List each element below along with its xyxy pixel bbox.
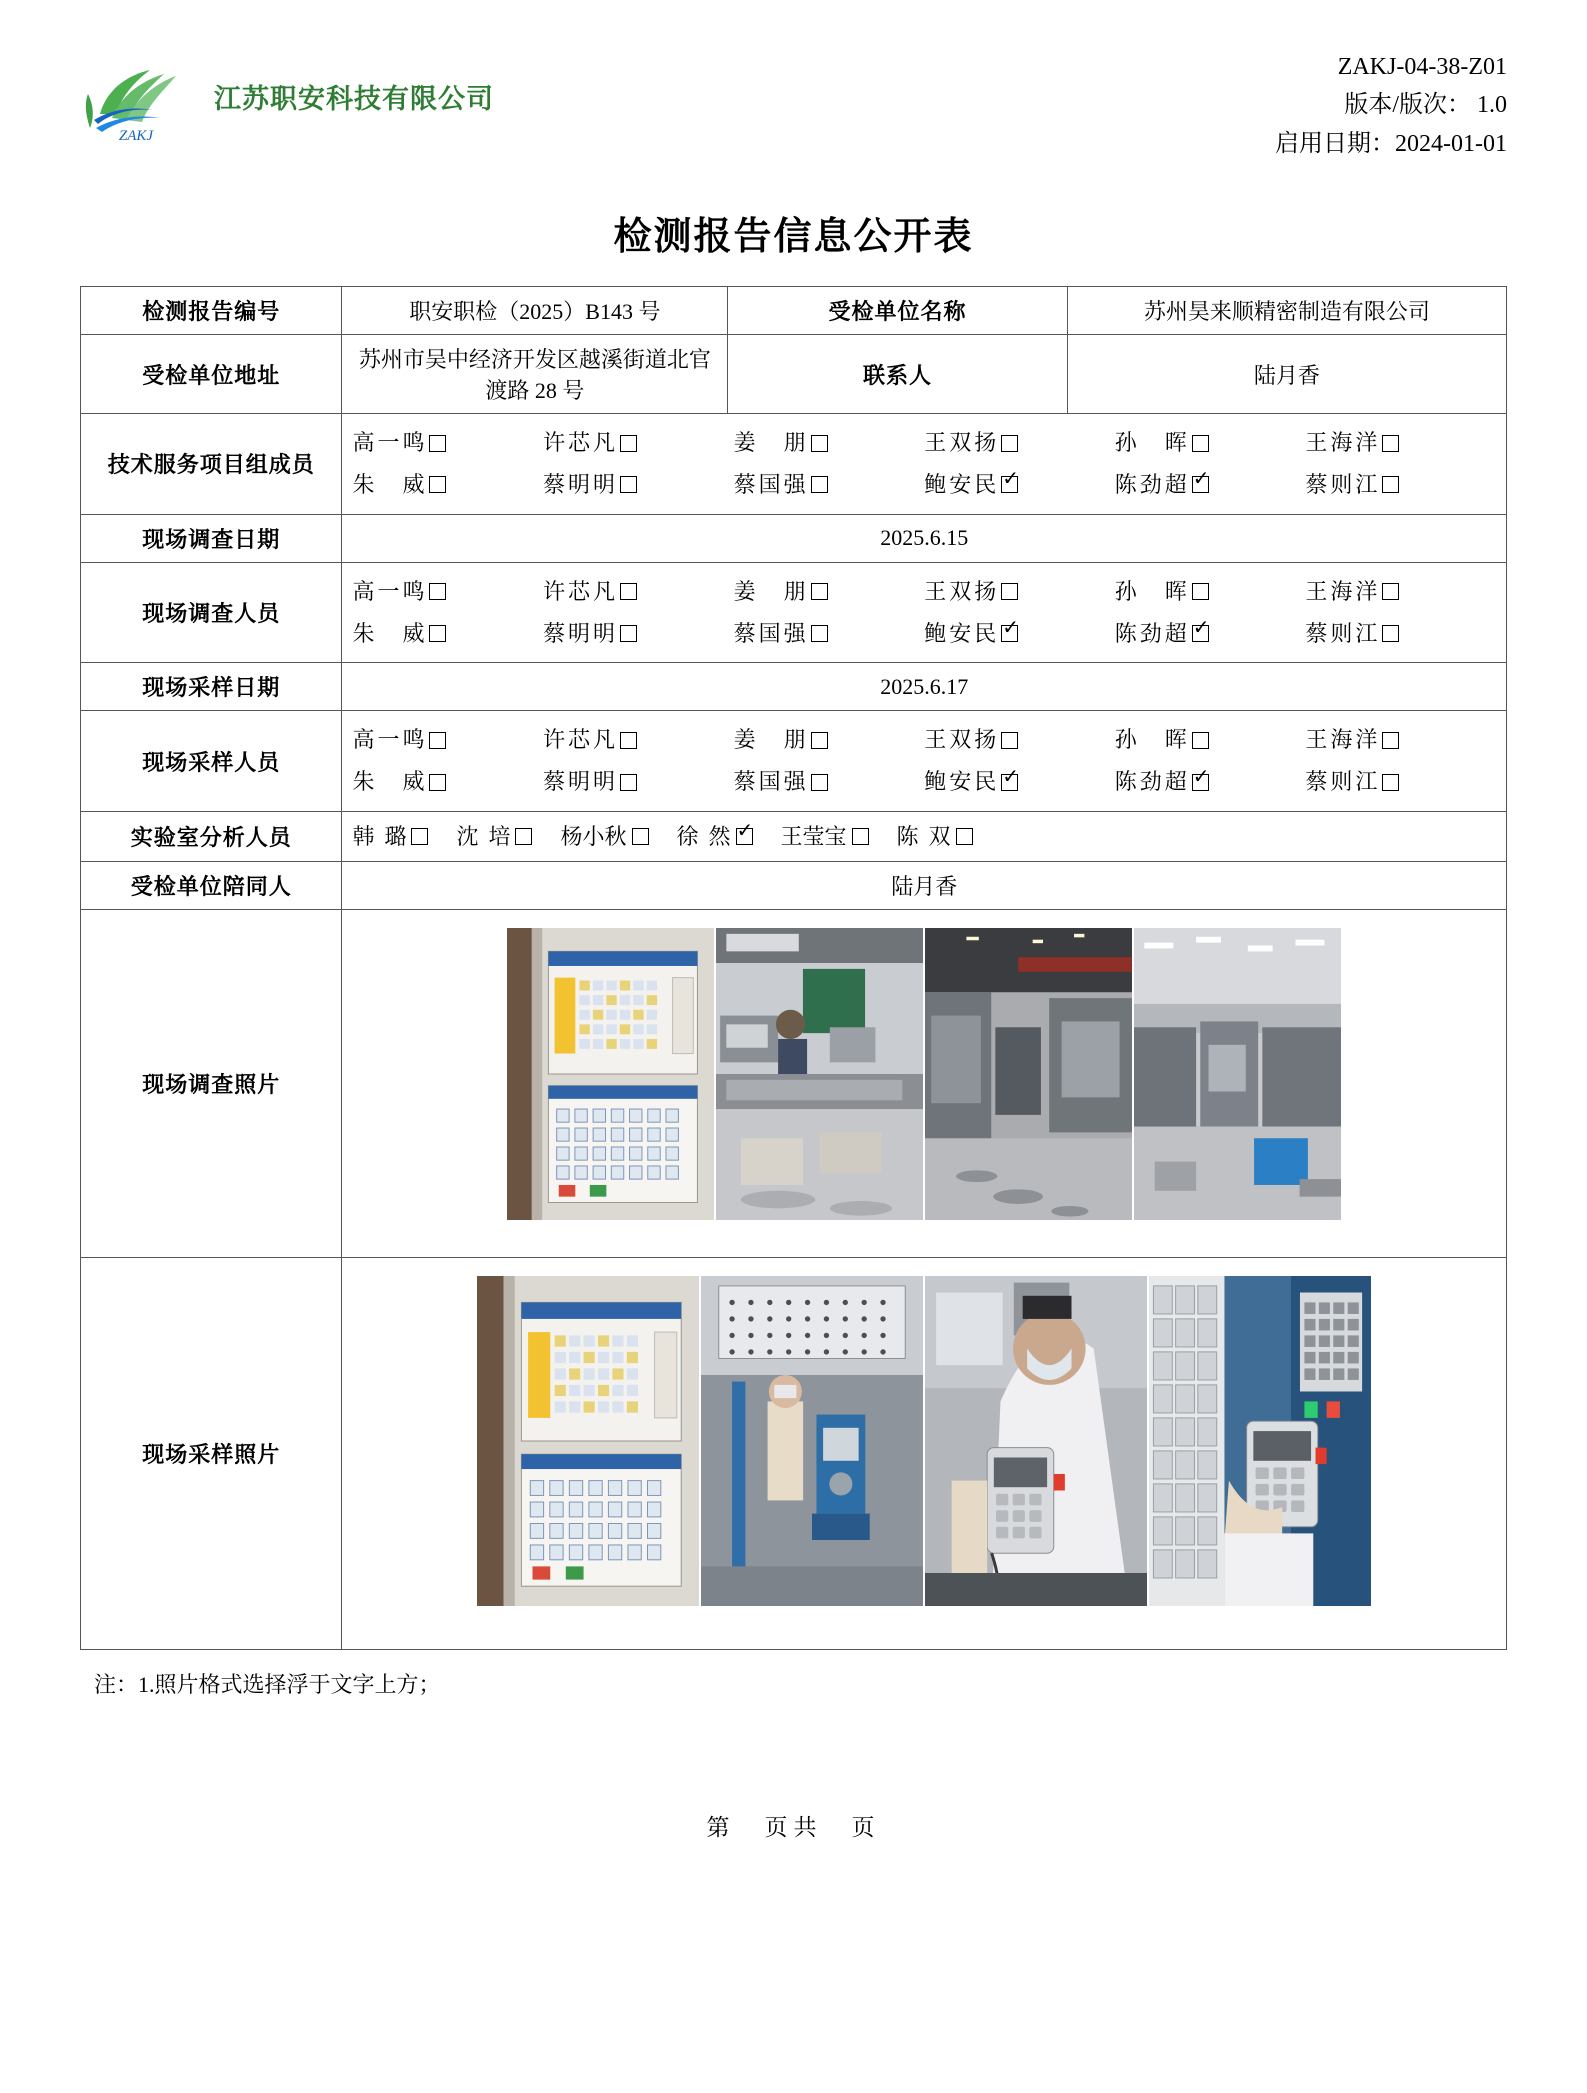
checkbox-icon[interactable]	[515, 828, 532, 845]
person-checkbox-item[interactable]	[677, 820, 753, 853]
value-survey-date: 2025.6.15	[342, 514, 1507, 562]
label-report-no: 检测报告编号	[81, 287, 342, 335]
checkbox-checked-icon[interactable]	[1192, 476, 1209, 493]
person-checkbox-item[interactable]	[1305, 571, 1496, 613]
person-name: 蔡明明	[543, 769, 616, 795]
label-survey-photos: 现场调查照片	[81, 909, 342, 1257]
label-sample-date: 现场采样日期	[81, 663, 342, 711]
table-row-survey-people	[81, 562, 1507, 663]
footnote: 注：1.照片格式选择浮于文字上方；	[94, 1671, 441, 1697]
checkbox-icon[interactable]	[811, 774, 828, 791]
person-checkbox-item[interactable]	[924, 422, 1115, 464]
person-name: 许芯凡	[543, 578, 616, 604]
person-checkbox-item[interactable]	[1115, 571, 1306, 613]
person-checkbox-item[interactable]	[734, 571, 925, 613]
person-checkbox-item[interactable]	[1115, 719, 1306, 761]
person-checkbox-item[interactable]	[1115, 613, 1306, 655]
person-name: 鲍安民	[924, 769, 997, 795]
person-checkbox-item[interactable]	[352, 761, 543, 803]
person-name: 陈劲超	[1114, 769, 1187, 795]
label-sample-photos: 现场采样照片	[81, 1257, 342, 1649]
photo-thumbnail	[1134, 928, 1341, 1220]
checkbox-icon[interactable]	[1001, 435, 1018, 452]
label-team: 技术服务项目组成员	[81, 414, 342, 515]
person-name: 王海洋	[1305, 578, 1378, 604]
person-checkbox-item[interactable]	[924, 613, 1115, 655]
person-name: 蔡国强	[733, 471, 806, 497]
checkbox-checked-icon[interactable]	[1001, 476, 1018, 493]
checkbox-icon[interactable]	[1382, 476, 1399, 493]
doc-effective-date: 启用日期：2024-01-01	[1275, 130, 1507, 157]
brand-block	[80, 48, 494, 144]
value-team	[342, 414, 1507, 515]
person-name: 姜 朋	[733, 727, 806, 753]
person-name: 王海洋	[1305, 727, 1378, 753]
checkbox-icon[interactable]	[1001, 732, 1018, 749]
person-checkbox-item[interactable]	[1305, 464, 1496, 506]
person-name: 王双扬	[924, 727, 997, 753]
doc-version: 版本/版次： 1.0	[1344, 92, 1507, 119]
checkbox-icon[interactable]	[620, 774, 637, 791]
photo-thumbnail	[701, 1276, 923, 1606]
person-checkbox-item[interactable]	[734, 761, 925, 803]
person-checkbox-item[interactable]	[352, 422, 543, 464]
checkbox-icon[interactable]	[956, 828, 973, 845]
photo-thumbnail	[925, 1276, 1147, 1606]
checkbox-icon[interactable]	[1382, 583, 1399, 600]
table-row-sample-photos	[81, 1257, 1507, 1649]
person-checkbox-item[interactable]	[924, 761, 1115, 803]
person-checkbox-item[interactable]	[352, 613, 543, 655]
survey-people-checkbox-group	[352, 571, 1496, 655]
company-name: 江苏职安科技有限公司	[214, 83, 494, 114]
person-checkbox-item[interactable]	[543, 464, 734, 506]
person-name: 陈劲超	[1114, 471, 1187, 497]
value-lab	[342, 811, 1507, 861]
survey-photo-strip	[342, 910, 1506, 1257]
person-checkbox-item[interactable]	[543, 571, 734, 613]
table-row-client-addr	[81, 335, 1507, 414]
person-name: 徐然	[676, 823, 731, 849]
value-sample-photos	[342, 1257, 1507, 1649]
person-name: 姜 朋	[733, 430, 806, 456]
photo-thumbnail	[507, 928, 714, 1220]
value-client-addr: 苏州市吴中经济开发区越溪街道北官渡路 28 号	[342, 335, 728, 414]
checkbox-icon[interactable]	[1192, 435, 1209, 452]
person-checkbox-item[interactable]	[1115, 761, 1306, 803]
table-row-report-no	[81, 287, 1507, 335]
sample-people-checkbox-group	[352, 719, 1496, 803]
checkbox-checked-icon[interactable]	[1001, 625, 1018, 642]
person-checkbox-item[interactable]	[734, 422, 925, 464]
checkbox-icon[interactable]	[429, 435, 446, 452]
person-name: 蔡则江	[1305, 620, 1378, 646]
checkbox-icon[interactable]	[429, 476, 446, 493]
person-name: 蔡国强	[733, 620, 806, 646]
label-escort: 受检单位陪同人	[81, 861, 342, 909]
person-name: 王莹宝	[780, 823, 847, 849]
label-contact: 联系人	[728, 335, 1067, 414]
person-checkbox-item[interactable]	[560, 820, 648, 853]
photo-thumbnail	[925, 928, 1132, 1220]
checkbox-checked-icon[interactable]	[1192, 774, 1209, 791]
person-checkbox-item[interactable]	[543, 719, 734, 761]
page-number: 第 页共 页	[706, 1814, 881, 1840]
checkbox-icon[interactable]	[1001, 583, 1018, 600]
sample-photo-strip	[342, 1258, 1506, 1649]
person-name: 王海洋	[1305, 430, 1378, 456]
person-checkbox-item[interactable]	[543, 761, 734, 803]
value-report-no: 职安职检（2025）B143 号	[342, 287, 728, 335]
value-contact: 陆月香	[1067, 335, 1506, 414]
checkbox-checked-icon[interactable]	[736, 828, 753, 845]
checkbox-icon[interactable]	[811, 625, 828, 642]
checkbox-icon[interactable]	[429, 583, 446, 600]
person-name: 蔡明明	[543, 620, 616, 646]
checkbox-icon[interactable]	[1382, 625, 1399, 642]
report-info-table	[80, 286, 1507, 1650]
person-checkbox-item[interactable]	[352, 571, 543, 613]
person-name: 陈劲超	[1114, 620, 1187, 646]
value-survey-photos	[342, 909, 1507, 1257]
person-checkbox-item[interactable]	[1115, 422, 1306, 464]
checkbox-icon[interactable]	[811, 732, 828, 749]
person-name: 姜 朋	[733, 578, 806, 604]
checkbox-icon[interactable]	[1382, 774, 1399, 791]
label-sample-people: 现场采样人员	[81, 711, 342, 812]
team-checkbox-group	[352, 422, 1496, 506]
person-checkbox-item[interactable]	[734, 464, 925, 506]
checkbox-icon[interactable]	[1192, 732, 1209, 749]
person-name: 杨小秋	[560, 823, 627, 849]
table-row-survey-photos	[81, 909, 1507, 1257]
person-checkbox-item[interactable]	[352, 820, 428, 853]
label-survey-date: 现场调查日期	[81, 514, 342, 562]
person-name: 许芯凡	[543, 727, 616, 753]
person-checkbox-item[interactable]	[352, 464, 543, 506]
table-row-sample-people	[81, 711, 1507, 812]
person-checkbox-item[interactable]	[543, 422, 734, 464]
checkbox-icon[interactable]	[811, 583, 828, 600]
checkbox-icon[interactable]	[429, 774, 446, 791]
photo-thumbnail	[477, 1276, 699, 1606]
table-row-escort	[81, 861, 1507, 909]
photo-thumbnail	[716, 928, 923, 1220]
person-checkbox-item[interactable]	[456, 820, 532, 853]
table-row-team	[81, 414, 1507, 515]
checkbox-checked-icon[interactable]	[1001, 774, 1018, 791]
person-name: 许芯凡	[543, 430, 616, 456]
document-header	[80, 30, 1507, 163]
person-name: 朱 威	[352, 769, 425, 795]
person-name: 韩璐	[352, 823, 407, 849]
person-checkbox-item[interactable]	[924, 571, 1115, 613]
person-name: 朱 威	[352, 620, 425, 646]
person-checkbox-item[interactable]	[1305, 613, 1496, 655]
page-title: 检测报告信息公开表	[613, 216, 974, 259]
checkbox-icon[interactable]	[811, 476, 828, 493]
person-name: 孙 晖	[1114, 727, 1187, 753]
label-client-name: 受检单位名称	[728, 287, 1067, 335]
person-checkbox-item[interactable]	[924, 464, 1115, 506]
person-checkbox-item[interactable]	[1305, 422, 1496, 464]
person-name: 王双扬	[924, 578, 997, 604]
person-name: 鲍安民	[924, 471, 997, 497]
checkbox-icon[interactable]	[811, 435, 828, 452]
checkbox-icon[interactable]	[852, 828, 869, 845]
checkbox-icon[interactable]	[429, 732, 446, 749]
checkbox-icon[interactable]	[620, 583, 637, 600]
value-survey-people	[342, 562, 1507, 663]
checkbox-icon[interactable]	[620, 476, 637, 493]
checkbox-icon[interactable]	[620, 625, 637, 642]
checkbox-icon[interactable]	[1192, 583, 1209, 600]
checkbox-icon[interactable]	[429, 625, 446, 642]
person-name: 高一鸣	[352, 727, 425, 753]
person-name: 高一鸣	[352, 430, 425, 456]
value-client-name: 苏州昊来顺精密制造有限公司	[1067, 287, 1506, 335]
person-name: 蔡则江	[1305, 769, 1378, 795]
person-checkbox-item[interactable]	[1115, 464, 1306, 506]
table-row-survey-date	[81, 514, 1507, 562]
person-checkbox-item[interactable]	[1305, 719, 1496, 761]
checkbox-icon[interactable]	[1382, 435, 1399, 452]
checkbox-icon[interactable]	[632, 828, 649, 845]
person-checkbox-item[interactable]	[924, 719, 1115, 761]
table-row-sample-date	[81, 663, 1507, 711]
header-meta	[1275, 48, 1507, 163]
person-name: 孙 晖	[1114, 430, 1187, 456]
person-name: 鲍安民	[924, 620, 997, 646]
label-lab: 实验室分析人员	[81, 811, 342, 861]
checkbox-icon[interactable]	[411, 828, 428, 845]
person-checkbox-item[interactable]	[781, 820, 869, 853]
checkbox-checked-icon[interactable]	[1192, 625, 1209, 642]
doc-code: ZAKJ-04-38-Z01	[1337, 54, 1507, 80]
person-checkbox-item[interactable]	[734, 613, 925, 655]
person-checkbox-item[interactable]	[1305, 761, 1496, 803]
label-survey-people: 现场调查人员	[81, 562, 342, 663]
value-sample-people	[342, 711, 1507, 812]
svg-text:ZAKJ: ZAKJ	[118, 128, 154, 144]
person-name: 蔡明明	[543, 471, 616, 497]
person-checkbox-item[interactable]	[543, 613, 734, 655]
company-logo	[80, 48, 192, 144]
table-row-lab	[81, 811, 1507, 861]
checkbox-icon[interactable]	[620, 732, 637, 749]
value-escort: 陆月香	[342, 861, 1507, 909]
person-checkbox-item[interactable]	[734, 719, 925, 761]
checkbox-icon[interactable]	[1382, 732, 1399, 749]
person-name: 王双扬	[924, 430, 997, 456]
person-checkbox-item[interactable]	[352, 719, 543, 761]
label-client-addr: 受检单位地址	[81, 335, 342, 414]
person-name: 蔡国强	[733, 769, 806, 795]
person-name: 朱 威	[352, 471, 425, 497]
person-checkbox-item[interactable]	[897, 820, 973, 853]
person-name: 蔡则江	[1305, 471, 1378, 497]
lab-people-checkbox-group	[352, 820, 1496, 853]
person-name: 陈双	[896, 823, 951, 849]
photo-thumbnail	[1149, 1276, 1371, 1606]
person-name: 沈培	[456, 823, 511, 849]
person-name: 高一鸣	[352, 578, 425, 604]
person-name: 孙 晖	[1114, 578, 1187, 604]
checkbox-icon[interactable]	[620, 435, 637, 452]
value-sample-date: 2025.6.17	[342, 663, 1507, 711]
